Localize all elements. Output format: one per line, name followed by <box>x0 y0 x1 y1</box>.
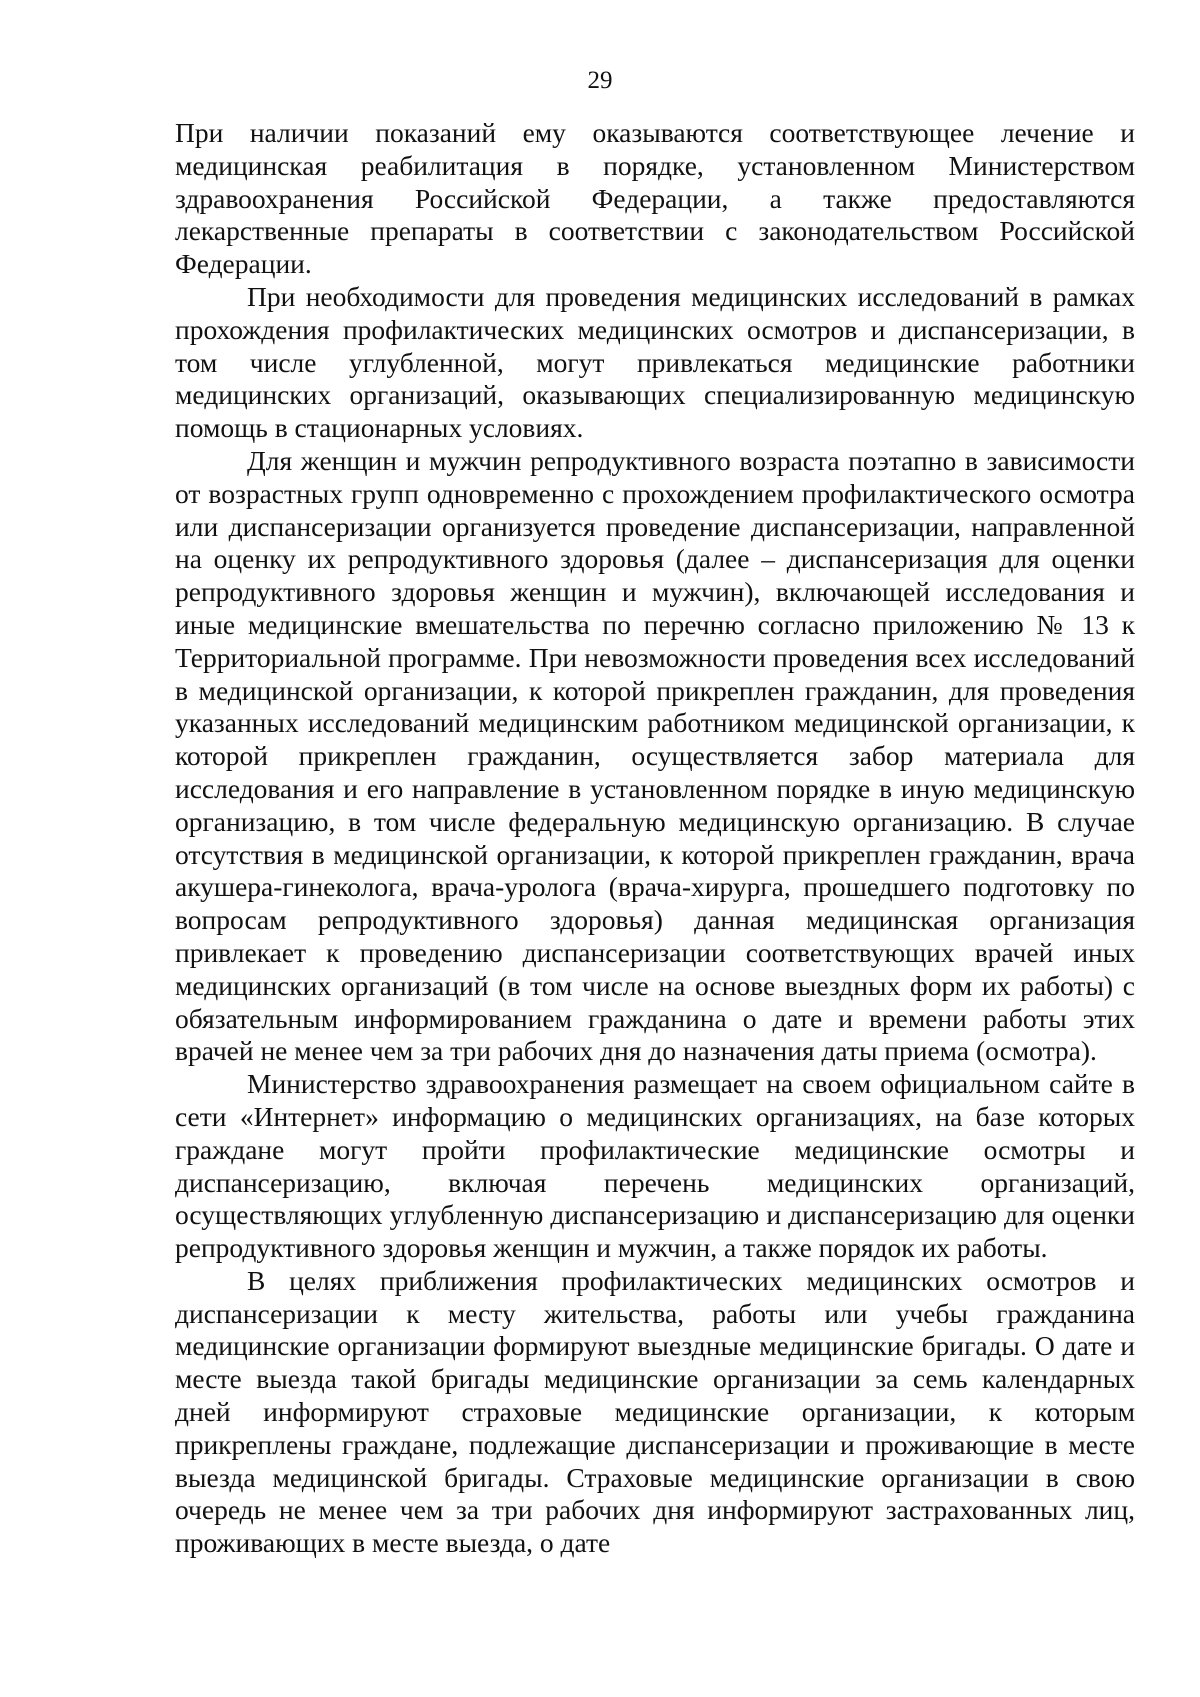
paragraph: В целях приближения профилактических медицинских осмотров и диспансеризации к месту жительства, работы или учебы гражданина медицинские организации формируют выездные медицинские бригады. О дате и месте выезда такой бригады медицинские организации за семь календарных дней информируют страховые медицинские организации, к которым прикреплены граждане, подлежащие диспансеризации и проживающие в месте выезда медицинской бригады. Страховые медицинские организации в свою очередь не менее чем за три рабочих дня информируют застрахованных лиц, проживающих в месте выезда, о дате <box>175 1264 1135 1559</box>
body-text <box>175 117 1135 1560</box>
paragraph-continued: При наличии показаний ему оказываются соответствующее лечение и медицинская реабилитация в порядке, установленном Министерством здравоохранения Российской Федерации, а также предоставляются лекарственные препараты в соответствии с законодательством Российской Федерации. <box>175 117 1135 280</box>
paragraph: Для женщин и мужчин репродуктивного возраста поэтапно в зависимости от возрастных групп одновременно с прохождением профилактического осмотра или диспансеризации организуется проведение диспансеризации, направленной на оценку их репродуктивного здоровья (далее – диспансеризация для оценки репродуктивного здоровья женщин и мужчин), включающей исследования и иные медицинские вмешательства по перечню согласно приложению № 13 к Территориальной программе. При невозможности проведения всех исследований в медицинской организации, к которой прикреплен гражданин, для проведения указанных исследований медицинским работником медицинской организации, к которой прикреплен гражданин, осуществляется забор материала для исследования и его направление в установленном порядке в иную медицинскую организацию, в том числе федеральную медицинскую организацию. В случае отсутствия в медицинской организации, к которой прикреплен гражданин, врача акушера-гинеколога, врача-уролога (врача-хирурга, прошедшего подготовку по вопросам репродуктивного здоровья) данная медицинская организация привлекает к проведению диспансеризации соответствующих врачей иных медицинских организаций (в том числе на основе выездных форм их работы) с обязательным информированием гражданина о дате и времени работы этих врачей не менее чем за три рабочих дня до назначения даты приема (осмотра). <box>175 444 1135 1067</box>
page-number: 29 <box>587 67 613 94</box>
paragraph: При необходимости для проведения медицинских исследований в рамках прохождения профилактических медицинских осмотров и диспансеризации, в том числе углубленной, могут привлекаться медицинские работники медицинских организаций, оказывающих специализированную медицинскую помощь в стационарных условиях. <box>175 280 1135 444</box>
paragraph: Министерство здравоохранения размещает на своем официальном сайте в сети «Интернет» информацию о медицинских организациях, на базе которых граждане могут пройти профилактические медицинские осмотры и диспансеризацию, включая перечень медицинских организаций, осуществляющих углубленную диспансеризацию и диспансеризацию для оценки репродуктивного здоровья женщин и мужчин, а также порядок их работы. <box>175 1068 1135 1264</box>
